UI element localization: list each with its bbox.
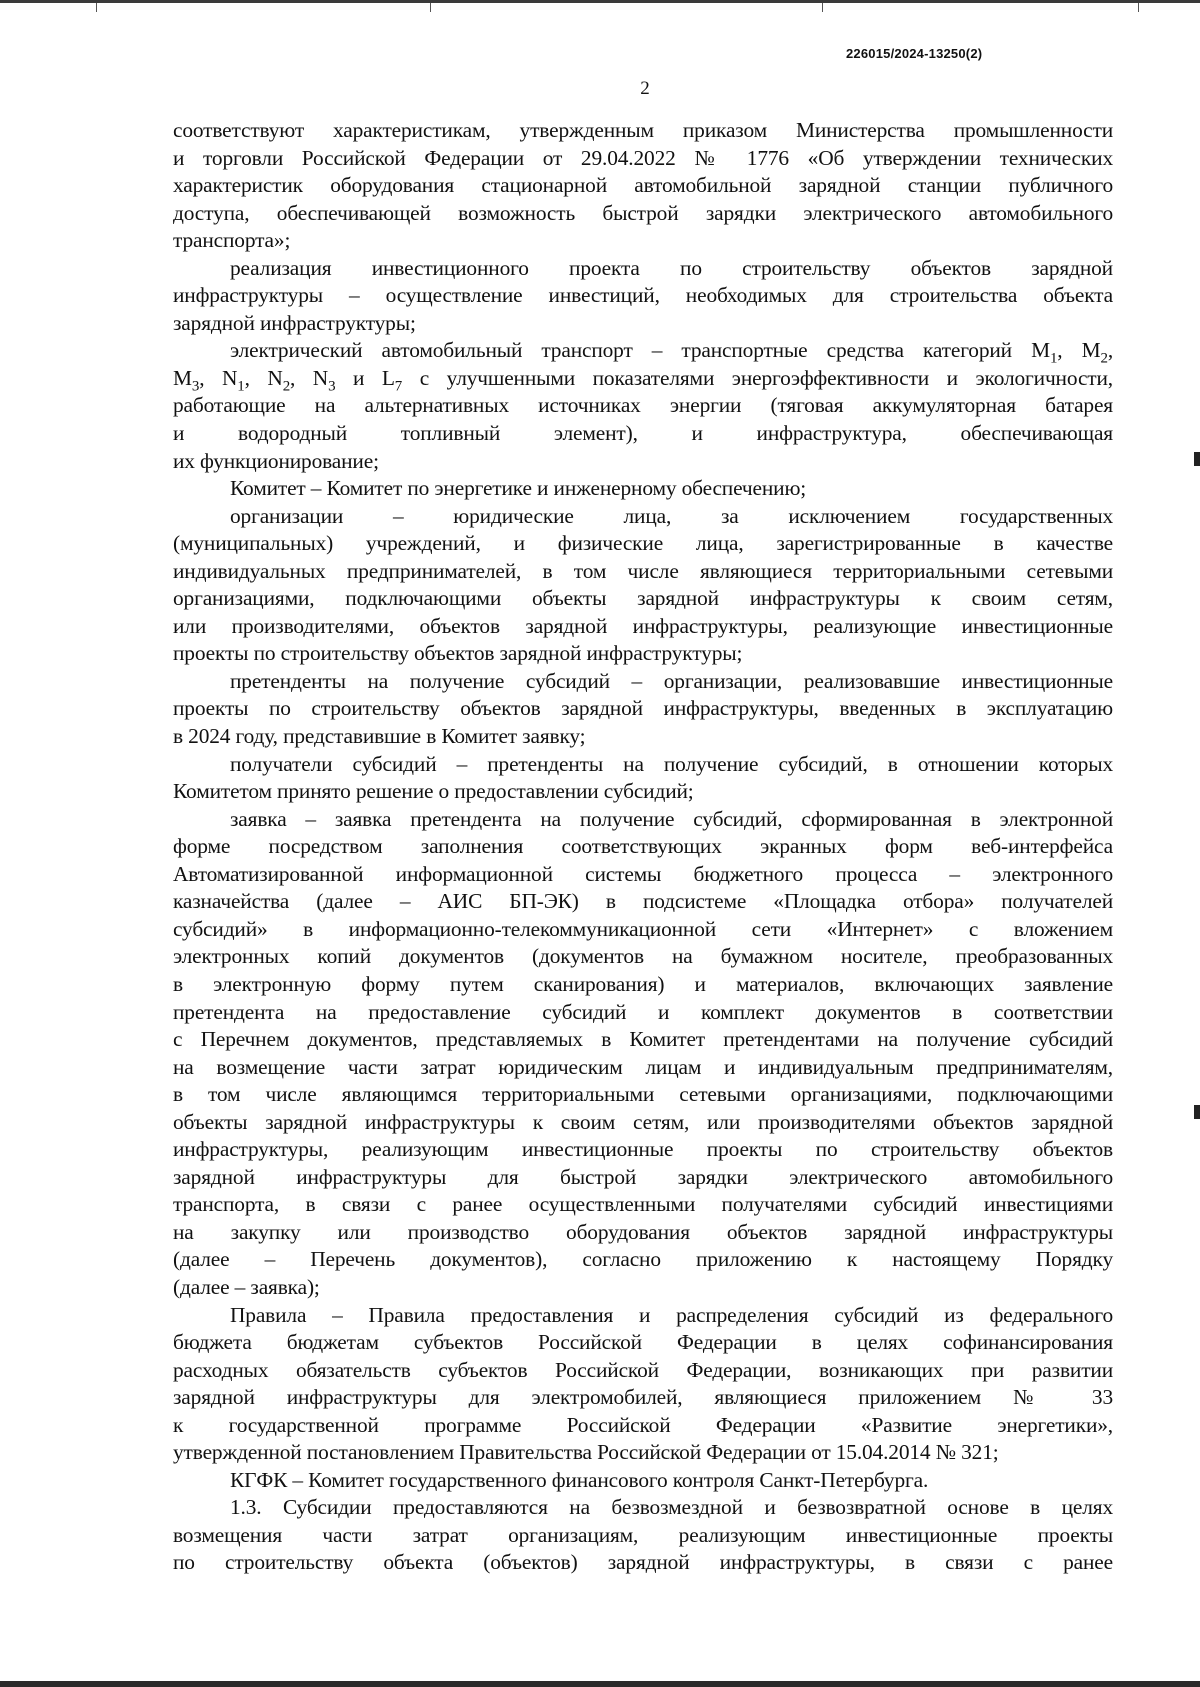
text-line: их функционирование; [173, 448, 379, 473]
text-line: организации – юридические лица, за исключением государственных [230, 503, 1113, 528]
text-line: зарядной инфраструктуры для электромобилей, являющиеся приложением № 33 [173, 1385, 1113, 1410]
text-line: утвержденной постановлением Правительства Российской Федерации от 15.04.2014 № 321; [173, 1440, 999, 1465]
document-id: 226015/2024-13250(2) [846, 46, 983, 61]
text-line: на закупку или производство оборудования объектов зарядной инфраструктуры [173, 1219, 1113, 1244]
paragraph [173, 668, 1113, 751]
scan-side-mark [1194, 452, 1200, 466]
text-line: 1.3. Субсидии предоставляются на безвозмездной и безвозвратной основе в целях [230, 1495, 1113, 1520]
text-line: получатели субсидий – претенденты на получение субсидий, в отношении которых [230, 751, 1113, 776]
text-line: в том числе являющимся территориальными сетевыми организациями, подключающими [173, 1082, 1113, 1107]
text-line: расходных обязательств субъектов Российской Федерации, возникающих при развитии [173, 1357, 1113, 1382]
paragraph [173, 503, 1113, 668]
text-line: объекты зарядной инфраструктуры к своим сетям, или производителями объектов зарядной [173, 1109, 1113, 1134]
text-line: электрический автомобильный транспорт – транспортные средства категорий $M_1$, $M_2$, [230, 338, 1114, 367]
text-line: Комитетом принято решение о предоставлении субсидий; [173, 779, 694, 804]
paragraph [173, 1494, 1113, 1577]
text-line: субсидий» в информационно-телекоммуникационной сети «Интернет» с вложением [173, 916, 1113, 941]
text-line: транспорта, в связи с ранее осуществленными получателями субсидий инвестициями [173, 1192, 1113, 1217]
scan-edge-tick [822, 3, 823, 12]
text-line: доступа, обеспечивающей возможность быстрой зарядки электрического автомобильного [173, 200, 1113, 225]
text-line: по строительству объекта (объектов) зарядной инфраструктуры, в связи с ранее [173, 1550, 1113, 1575]
scan-bottom-edge [0, 1681, 1200, 1687]
paragraph [173, 806, 1113, 1302]
text-line: организациями, подключающими объекты зарядной инфраструктуры к своим сетям, [173, 586, 1113, 611]
text-line: (далее – заявка); [173, 1274, 320, 1299]
text-line: Правила – Правила предоставления и распределения субсидий из федерального [230, 1302, 1113, 1327]
scan-edge-tick [1138, 3, 1139, 12]
text-line: транспорта»; [173, 228, 291, 253]
page-number: 2 [640, 78, 650, 99]
text-line: казначейства (далее – АИС БП-ЭК) в подсистеме «Площадка отбора» получателей [173, 889, 1113, 914]
text-line: работающие на альтернативных источниках энергии (тяговая аккумуляторная батарея [173, 393, 1113, 418]
text-line: Комитет – Комитет по энергетике и инженерному обеспечению; [230, 476, 807, 501]
text-line: претендента на предоставление субсидий и комплект документов в соответствии [173, 999, 1113, 1024]
text-line: характеристик оборудования стационарной автомобильной зарядной станции публичного [173, 173, 1113, 198]
text-line: с Перечнем документов, представляемых в Комитет претендентами на получение субсидий [173, 1027, 1113, 1052]
text-line: инфраструктуры – осуществление инвестиций, необходимых для строительства объекта [173, 283, 1113, 308]
text-line: зарядной инфраструктуры; [173, 310, 416, 335]
text-line: (далее – Перечень документов), согласно приложению к настоящему Порядку [173, 1247, 1113, 1272]
paragraph [173, 751, 1113, 806]
text-line: (муниципальных) учреждений, и физические лица, зарегистрированные в качестве [173, 531, 1113, 556]
scan-top-edge [0, 0, 1200, 3]
text-line: реализация инвестиционного проекта по строительству объектов зарядной [230, 255, 1113, 280]
text-line: проекты по строительству объектов зарядной инфраструктуры, введенных в эксплуатацию [173, 696, 1113, 721]
text-line: электронных копий документов (документов на бумажном носителе, преобразованных [173, 944, 1113, 969]
text-line: зарядной инфраструктуры для быстрой зарядки электрического автомобильного [173, 1164, 1113, 1189]
text-line: проекты по строительству объектов зарядной инфраструктуры; [173, 641, 743, 666]
text-line: возмещения части затрат организациям, реализующим инвестиционные проекты [173, 1522, 1113, 1547]
text-line: $M_3$, $N_1$, $N_2$, $N_3$ и $L_7$ с улучшенными показателями энергоэффективности и экологичности, [173, 365, 1113, 395]
text-line: и водородный топливный элемент), и инфраструктура, обеспечивающая [173, 421, 1113, 446]
text-line: или производителями, объектов зарядной инфраструктуры, реализующие инвестиционные [173, 613, 1113, 638]
text-line: бюджета бюджетам субъектов Российской Федерации в целях софинансирования [173, 1330, 1113, 1355]
text-line: заявка – заявка претендента на получение субсидий, сформированная в электронной [230, 806, 1113, 831]
scan-edge-tick [96, 3, 97, 12]
text-line: Автоматизированной информационной системы бюджетного процесса – электронного [173, 861, 1113, 886]
document-body [173, 117, 1113, 1577]
scan-edge-tick [430, 3, 431, 12]
text-line: на возмещение части затрат юридическим лицам и индивидуальным предпринимателям, [173, 1054, 1113, 1079]
paragraph [173, 1302, 1113, 1467]
text-line: к государственной программе Российской Федерации «Развитие энергетики», [173, 1412, 1113, 1437]
text-line: в электронную форму путем сканирования) и материалов, включающих заявление [173, 971, 1113, 996]
text-line: индивидуальных предпринимателей, в том числе являющиеся территориальными сетевыми [173, 558, 1113, 583]
paragraph [173, 117, 1113, 255]
paragraph [173, 475, 1113, 503]
text-line: КГФК – Комитет государственного финансового контроля Санкт-Петербурга. [230, 1467, 929, 1492]
paragraph [173, 1467, 1113, 1495]
paragraph [173, 337, 1113, 475]
scan-side-mark [1194, 1105, 1200, 1119]
text-line: в 2024 году, представившие в Комитет заявку; [173, 724, 586, 749]
paragraph [173, 255, 1113, 338]
text-line: инфраструктуры, реализующим инвестиционные проекты по строительству объектов [173, 1137, 1113, 1162]
text-line: форме посредством заполнения соответствующих экранных форм веб-интерфейса [173, 834, 1113, 859]
text-line: и торговли Российской Федерации от 29.04.2022 № 1776 «Об утверждении технических [173, 145, 1113, 170]
text-line: соответствуют характеристикам, утвержденным приказом Министерства промышленности [173, 118, 1113, 142]
text-line: претенденты на получение субсидий – организации, реализовавшие инвестиционные [230, 668, 1113, 693]
